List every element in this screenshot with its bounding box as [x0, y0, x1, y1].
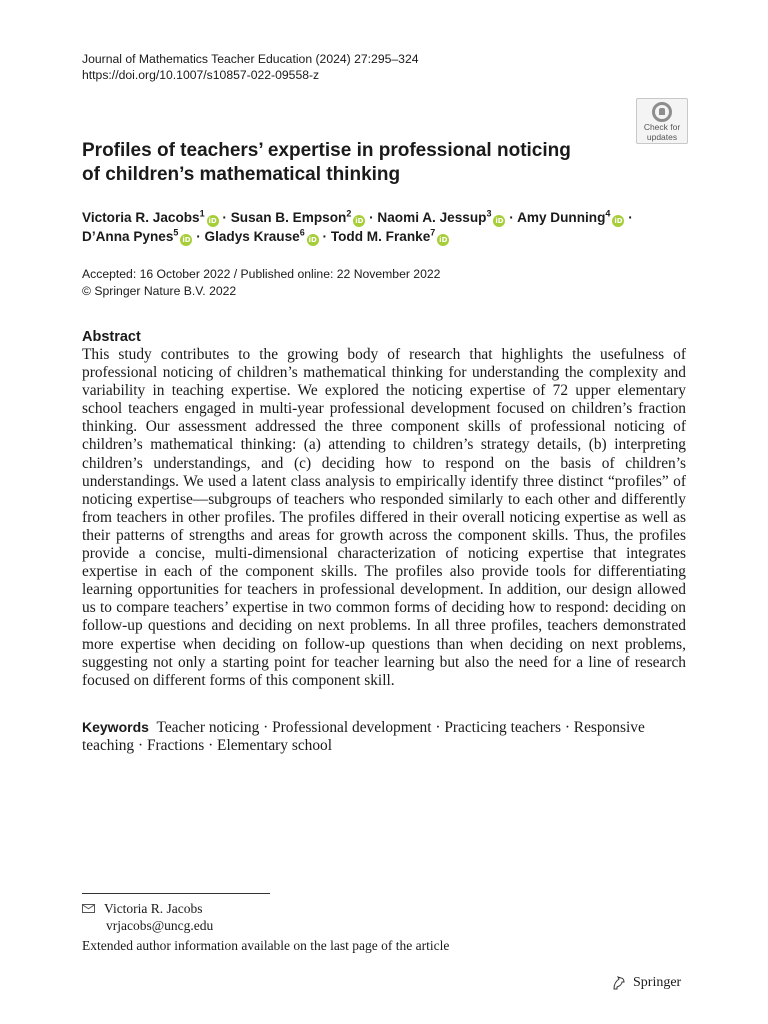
author-name: Susan B. Empson	[230, 210, 347, 225]
author[interactable]	[82, 229, 192, 244]
author-separator: ·	[365, 210, 378, 225]
affiliation-number: 1	[199, 208, 205, 219]
springer-logo	[611, 975, 681, 991]
badge-line-1: Check for	[643, 122, 681, 132]
contact-name: Victoria R. Jacobs	[104, 901, 203, 916]
check-for-updates-badge[interactable]	[636, 98, 688, 144]
doi-link[interactable]: https://doi.org/10.1007/s10857-022-09558-z	[82, 68, 320, 82]
affiliation-number: 4	[605, 208, 611, 219]
badge-line-2: updates	[646, 132, 678, 142]
author-separator: ·	[318, 229, 331, 244]
author[interactable]	[205, 229, 319, 244]
abstract-heading: Abstract	[82, 329, 141, 345]
orcid-icon[interactable]: iD	[495, 217, 504, 225]
author-name: Todd M. Franke	[330, 229, 431, 244]
affiliation-number: 7	[430, 227, 436, 238]
author-separator: ·	[505, 210, 518, 225]
keywords	[82, 718, 686, 755]
orcid-icon[interactable]: iD	[208, 217, 217, 225]
accepted-published: Accepted: 16 October 2022 / Published online: 22 November 2022	[82, 267, 441, 281]
orcid-icon[interactable]: iD	[614, 217, 623, 225]
extended-author-info: Extended author information available on the last page of the article	[82, 938, 450, 953]
corresponding-author	[82, 900, 213, 934]
author[interactable]	[377, 210, 505, 225]
affiliation-number: 3	[486, 208, 492, 219]
orcid-icon[interactable]: iD	[182, 236, 191, 244]
abstract-body: This study contributes to the growing body of research that highlights the usefulness of professional noticing of children’s mathematical thinking for understanding the complexity and variability in teaching expertise. We explored the noticing expertise of 72 upper elementary school teachers engaged in multi-year professional development focused on children’s fraction thinking. Our assessment addressed the three component skills of professional noticing of children’s mathematical thinking: (a) attending to children’s strategy details, (b) interpreting children’s understandings, and (c) deciding how to respond on the basis of children’s understandings. We used a latent class analysis to empirically identify three distinct “profiles” of noticing expertise—subgroups of teachers who responded similarly to each other and differently from teachers in other profiles. The profiles differed in their overall noticing expertise as well as their patterns of strengths and areas for growth across the component skills. Thus, the profiles provide a concise, multi-dimensional characterization of noticing expertise that integrates expertise in each of the component skills. The profiles also provide tools for differentiating learning opportunities for teachers in professional development. In addition, our design allowed us to compare teachers’ expertise in two common forms of deciding how to respond: deciding on follow-up questions and deciding on next problems. In all three profiles, teachers demonstrated more expertise when deciding on follow-up questions than when deciding on next problems, suggesting not only a starting point for teacher learning but also the need for a line of research focused on different forms of this component skill.	[82, 346, 686, 689]
author[interactable]	[231, 210, 366, 225]
update-check-icon	[652, 102, 672, 122]
title-line-2: of children’s mathematical thinking	[82, 164, 401, 185]
contact-email[interactable]: vrjacobs@uncg.edu	[106, 918, 214, 933]
author-list	[82, 208, 692, 246]
title-line-1: Profiles of teachers’ expertise in professional noticing	[82, 140, 571, 161]
footnote-rule	[82, 893, 270, 894]
author-name: Amy Dunning	[517, 210, 606, 225]
orcid-icon[interactable]: iD	[355, 217, 364, 225]
author[interactable]	[517, 210, 624, 225]
author-name: Naomi A. Jessup	[377, 210, 487, 225]
author-separator: ·	[192, 229, 205, 244]
author-name: D’Anna Pynes	[82, 229, 174, 244]
author-name: Victoria R. Jacobs	[82, 210, 200, 225]
copyright: © Springer Nature B.V. 2022	[82, 284, 237, 298]
publication-dates	[82, 266, 440, 300]
springer-horse-icon	[611, 975, 627, 991]
author-separator: ·	[218, 210, 231, 225]
keywords-text: Teacher noticing · Professional development · Practicing teachers · Responsive teaching · Fractions · Elementary school	[82, 719, 645, 755]
publisher-name: Springer	[633, 975, 682, 990]
journal-citation: Journal of Mathematics Teacher Education (2024) 27:295–324	[82, 52, 419, 66]
article-title	[82, 139, 642, 187]
orcid-icon[interactable]: iD	[439, 236, 448, 244]
author-name: Gladys Krause	[204, 229, 300, 244]
affiliation-number: 5	[173, 227, 179, 238]
author-separator: ·	[624, 210, 633, 225]
affiliation-number: 2	[346, 208, 352, 219]
journal-header	[82, 51, 419, 83]
envelope-icon	[82, 904, 95, 913]
keywords-heading: Keywords	[82, 719, 149, 735]
author[interactable]	[82, 210, 219, 225]
orcid-icon[interactable]: iD	[308, 236, 317, 244]
affiliation-number: 6	[299, 227, 305, 238]
author[interactable]	[331, 229, 449, 244]
